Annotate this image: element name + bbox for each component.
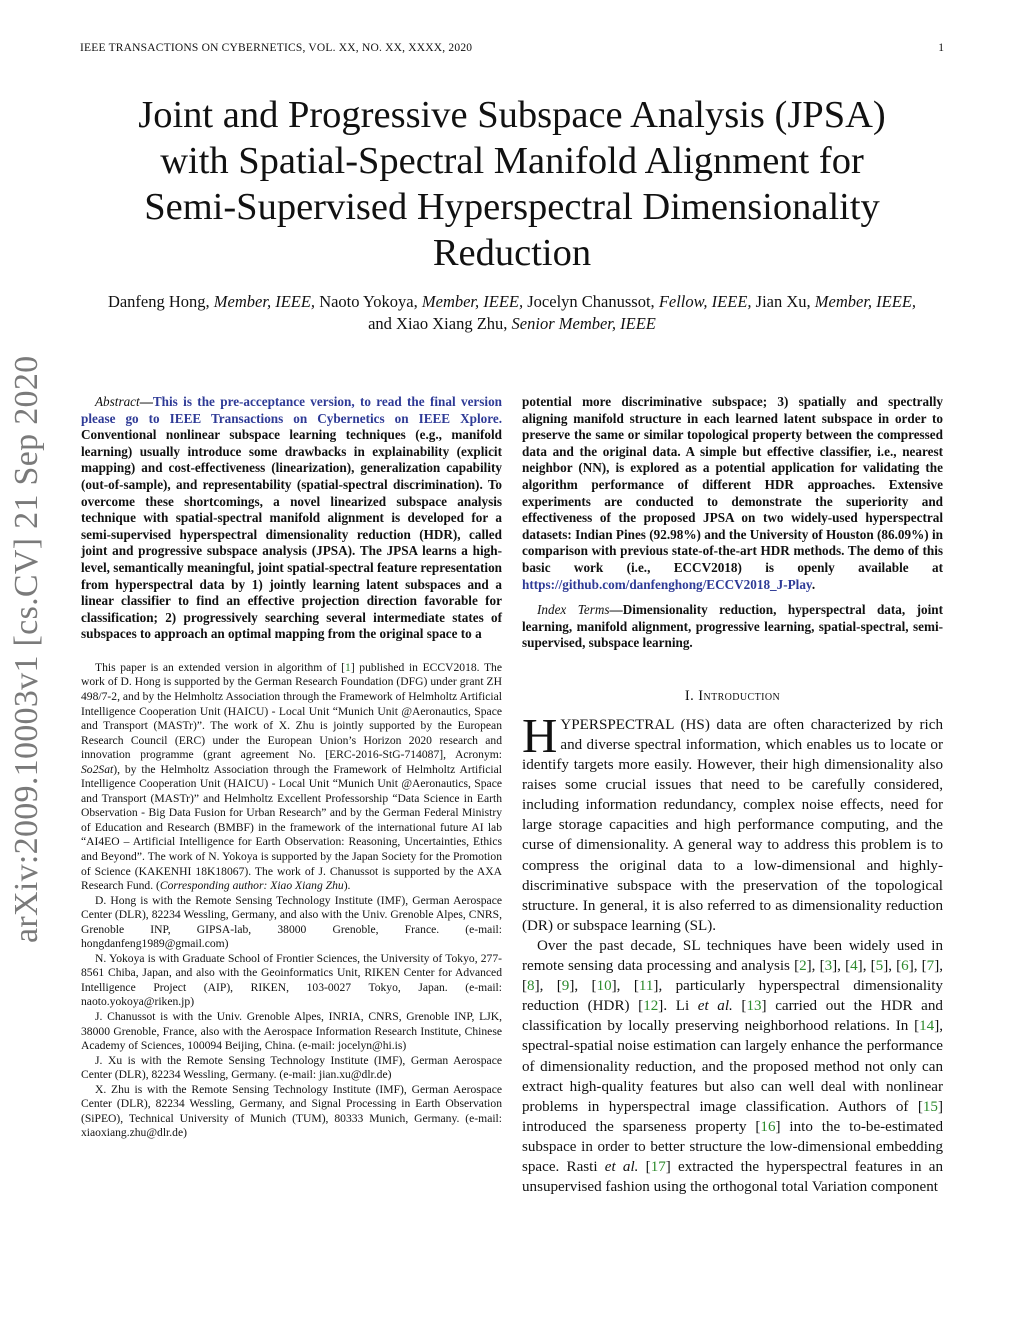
- paper-title: [90, 92, 934, 276]
- index-terms-label: Index Terms: [537, 602, 610, 618]
- author-role: Member, IEEE,: [213, 292, 316, 311]
- intro-paragraph-2: Over the past decade, SL techniques have been widely used in remote sensing data processing and analysis [2], [3], [4], [5], [6], [7], [8], [9], [10], [11], particularly hyperspectral dimensionality reduction (HDR) [12]. Li et al. [13] carried out the HDR and classification by locally preserving neighborhood relations. In [14], spectral-spatial noise estimation can largely enhance the performance of dimensionality reduction, and the proposed method not only can extract high-quality features but also can well deal with nonlinear problems in hyperspectral image classification. Authors of [15] introduced the sparseness property [16] into the to-be-estimated subspace in order to better structure the low-dimensional embedding space. Rasti et al. [17] extracted the hyperspectral features in an unsupervised fashion using the orthogonal total Variation component: [522, 937, 944, 1196]
- citation-link[interactable]: 6: [901, 958, 909, 975]
- section-title: Introduction: [698, 687, 781, 704]
- citation-link[interactable]: 10: [596, 978, 612, 995]
- intro-paragraph-1: [522, 707, 943, 936]
- footnote-affiliation: J. Xu is with the Remote Sensing Technology Institute (IMF), German Aerospace Center (DLR), 82234 Wessling, Germany. (e-mail: jian.xu@dlr.de): [81, 1053, 502, 1082]
- abstract-dash: —: [139, 394, 153, 409]
- paragraph-text: ], spectral-spatial noise estimation can largely enhance the performance of dimensionality reduction, and the proposed method not only can extract high-quality features but also can well deal with nonlinear problems in hyperspectral image classification. Authors of [: [522, 1018, 943, 1115]
- spacer: [522, 705, 943, 715]
- paragraph-text: YPERSPECTRAL (HS) data are often characterized by rich and diverse spectral information, which enables us to locate or identify targets more easily. However, their high dimensionality also raises some crucial issues that need to be carefully considered, including information redundancy, complex noise effects, need for large storage capacities and high performance computing, and the curse of dimensionality. A general way to address this problem is to compress the original data to a low-dimensional and highly-discriminative subspace with the preservation of the topological structure. In general, it is also referred to as dimensionality reduction (DR) or subspace learning (SL).: [522, 716, 943, 934]
- drop-cap: H: [522, 707, 558, 763]
- abstract-right: [522, 394, 943, 593]
- paragraph-text: ] extracted the hyperspectral features in an unsupervised fashion using the orthogonal total Variation component: [522, 1158, 943, 1196]
- section-number: I.: [684, 687, 695, 704]
- spacer: [81, 643, 502, 661]
- title-line: with Spatial-Spectral Manifold Alignment for: [160, 140, 864, 182]
- author-list: [100, 291, 924, 335]
- abstract-text: Conventional nonlinear subspace learning techniques (e.g., manifold learning) usually introduce some drawbacks in explainability (explicit mapping) and cost-effectiveness (linearization), generalization capability (out-of-sample), and representability (spatial-spectral discrimination). To overcome these shortcomings, a novel linearized subspace analysis technique with spatial-spectral manifold alignment is developed for a semi-supervised hyperspectral dimensionality reduction (HDR), called joint and progressive subspace analysis (JPSA). The JPSA learns a high-level, semantically meaningful, joint spatial-spectral feature representation from hyperspectral data by 1) jointly learning latent subspaces and a linear classifier to find an effective projection direction favorable for classification; 2) progressively searching several intermediate states of subspaces to approach an optimal mapping from the original space to a: [81, 427, 502, 642]
- paragraph-text: ], particularly hyperspectral dimensionality reduction (HDR) [: [522, 978, 943, 1015]
- citation-link[interactable]: 14: [919, 1018, 935, 1035]
- footnote-affiliation: N. Yokoya is with Graduate School of Frontier Sciences, the University of Tokyo, 277-8561 Chiba, Japan, and also with the Geoinformatics Unit, RIKEN Center for Advanced Intelligence Project (AIP), RIKEN, 103-0027 Tokyo, Japan. (e-mail: naoto.yokoya@riken.jp): [81, 951, 502, 1009]
- citation-link[interactable]: 2: [799, 958, 807, 975]
- footnote-affiliation: X. Zhu is with the Remote Sensing Technology Institute (IMF), German Aerospace Center (DLR), 82234 Wessling, Germany, and Signal Processing in Earth Observation (SiPEO), Technical University of Munich (TUM), 80333 Munich, Germany. (e-mail: xiaoxiang.zhu@dlr.de): [81, 1082, 502, 1140]
- index-terms-text: Dimensionality reduction, hyperspectral data, joint learning, manifold alignment, progressive learning, spatial-spectral, semi-supervised, subspace learning.: [522, 602, 943, 651]
- paragraph-text: ]. Li: [658, 998, 690, 1015]
- author-role: Fellow, IEEE,: [658, 292, 752, 311]
- footnote-affiliation: J. Chanussot is with the Univ. Grenoble Alpes, INRIA, CNRS, Grenoble INP, LJK, 38000 Grenoble, France, also with the Aerospace Information Research Institute, Chinese Academy of Sciences, 100094 Beijing, China. (e-mail: jocelyn@hi.is): [81, 1010, 502, 1053]
- author-role: Member, IEEE,: [814, 292, 917, 311]
- citation-link[interactable]: 9: [561, 978, 570, 995]
- footnote-acronym: So2Sat: [81, 762, 114, 776]
- page-number: 1: [938, 42, 944, 54]
- author-name: and Xiao Xiang Zhu,: [368, 314, 508, 333]
- abstract-text: potential more discriminative subspace; 3) spatially and spectrally aligning manifold structure in each learned latent subspace in order to preserve the same or similar topological property between the compressed data and the original data. A simple but effective classifier, i.e., nearest neighbor (NN), is explored as a potential application for validating the algorithm performance of different HDR approaches. Extensive experiments are conducted to demonstrate the superiority and effectiveness of the proposed JPSA on two widely-used hyperspectral datasets: Indian Pines (92.98%) and the University of Houston (86.09%) in comparison with previous state-of-the-art HDR methods. The demo of this basic work (i.e., ECCV2018) is openly available at: [522, 394, 943, 575]
- footnote-funding: [81, 661, 502, 894]
- index-terms-dash: —: [609, 602, 623, 618]
- author-name: Jian Xu,: [755, 292, 811, 311]
- author-role: Member, IEEE,: [421, 292, 524, 311]
- citation-link[interactable]: 16: [760, 1118, 776, 1135]
- etal-text: et al.: [697, 998, 733, 1015]
- abstract-text: .: [811, 576, 816, 592]
- abstract-label: Abstract: [95, 394, 140, 409]
- running-header: IEEE TRANSACTIONS ON CYBERNETICS, VOL. XX, NO. XX, XXXX, 2020: [80, 42, 473, 54]
- citation-link[interactable]: 4: [850, 958, 858, 975]
- author-name: Jocelyn Chanussot,: [527, 292, 655, 311]
- paragraph-text: ] introduced the sparseness property [: [522, 1098, 943, 1135]
- abstract-notice-link[interactable]: This is the pre-acceptance version, to read the final version please go to IEEE Transactions on Cybernetics on IEEE Xplore.: [81, 394, 502, 426]
- author-name: Danfeng Hong,: [107, 292, 210, 311]
- etal-text: et al.: [604, 1158, 639, 1175]
- citation-link[interactable]: 8: [527, 978, 535, 995]
- citation-link[interactable]: 5: [875, 958, 884, 975]
- title-line: Reduction: [432, 232, 592, 274]
- index-terms: [522, 602, 943, 652]
- footnote-text: ).: [343, 879, 351, 893]
- footnote-affiliation: D. Hong is with the Remote Sensing Technology Institute (IMF), German Aerospace Center (DLR), 82234 Wessling, Germany, and also with the Univ. Grenoble Alpes, CNRS, Grenoble INP, GIPSA-lab, 38000 Grenoble, France. (e-mail: hongdanfeng1989@gmail.com): [81, 893, 502, 951]
- right-column: [522, 394, 943, 1197]
- paragraph-text: Over the past decade, SL techniques have been widely used in remote sensing data processing and analysis [: [522, 937, 943, 975]
- footnote-text: ), by the Helmholtz Association through the Framework of Helmholtz Artificial Intelligence Cooperation Unit (HAICU) - Local Unit “Munich Unit @Aeronautics, Space and Transport (MASTr)” and Helmholtz Excellent Professorship “Data Science in Earth Observation - Big Data Fusion for Urban Research” and by the German Federal Ministry of Education and Research (BMBF) in the framework of the international future AI lab “AI4EO – Artificial Intelligence for Earth Observation: Reasoning, Uncertainties, Ethics and Beyond”. The work of N. Yokoya is supported by the Japan Society for the Promotion of Science (KAKENHI 18K18067). The work of J. Chanussot is supported by the AXA Research Fund. (: [81, 762, 502, 893]
- section-heading: [522, 688, 943, 705]
- paragraph-text: ] carried out the HDR and classification by locally preserving neighborhood relations. In [: [522, 998, 943, 1035]
- citation-link[interactable]: 1: [345, 660, 351, 674]
- arxiv-id: arXiv:2009.10003v1 [cs.CV] 21 Sep 2020: [8, 355, 45, 943]
- citation-link[interactable]: 17: [650, 1158, 666, 1175]
- arxiv-stamp: [8, 355, 68, 943]
- author-name: Naoto Yokoya,: [319, 292, 418, 311]
- paragraph-text: ] into the to-be-estimated subspace in order to better structure the low-dimensional embedding space. Rasti: [522, 1118, 944, 1175]
- demo-link[interactable]: https://github.com/danfenghong/ECCV2018_J-Play: [522, 576, 812, 592]
- citation-link[interactable]: 7: [926, 958, 935, 975]
- author-role: Senior Member, IEEE: [511, 314, 656, 333]
- left-column: [81, 394, 502, 1141]
- citation-link[interactable]: 3: [824, 958, 833, 975]
- title-line: Joint and Progressive Subspace Analysis (JPSA): [138, 94, 886, 136]
- citation-link[interactable]: 12: [643, 998, 659, 1015]
- spacer: [522, 652, 943, 688]
- footnote-text: ] published in ECCV2018. The work of D. Hong is supported by the German Research Foundation (DFG) under grant ZH 498/7-2, and by the Helmholtz Association through the Framework of Helmholtz Artificial Intelligence Cooperation Unit (HAICU) - Local Unit “Munich Unit @Aeronautics, Space and Transport (MASTr)”. The work of X. Zhu is jointly supported by the European Research Council (ERC) under the European Union’s Horizon 2020 research and innovation programme (grant agreement No. [ERC-2016-StG-714087], Acronym:: [81, 660, 502, 762]
- citation-link[interactable]: 13: [746, 998, 762, 1015]
- footnote-text: This paper is an extended version in algorithm of [: [95, 660, 346, 674]
- corresponding-author: Corresponding author: Xiao Xiang Zhu: [159, 879, 344, 893]
- abstract-left: [81, 394, 502, 643]
- citation-link[interactable]: 11: [638, 978, 654, 995]
- citation-link[interactable]: 15: [922, 1098, 938, 1115]
- title-line: Semi-Supervised Hyperspectral Dimensionality: [144, 186, 880, 228]
